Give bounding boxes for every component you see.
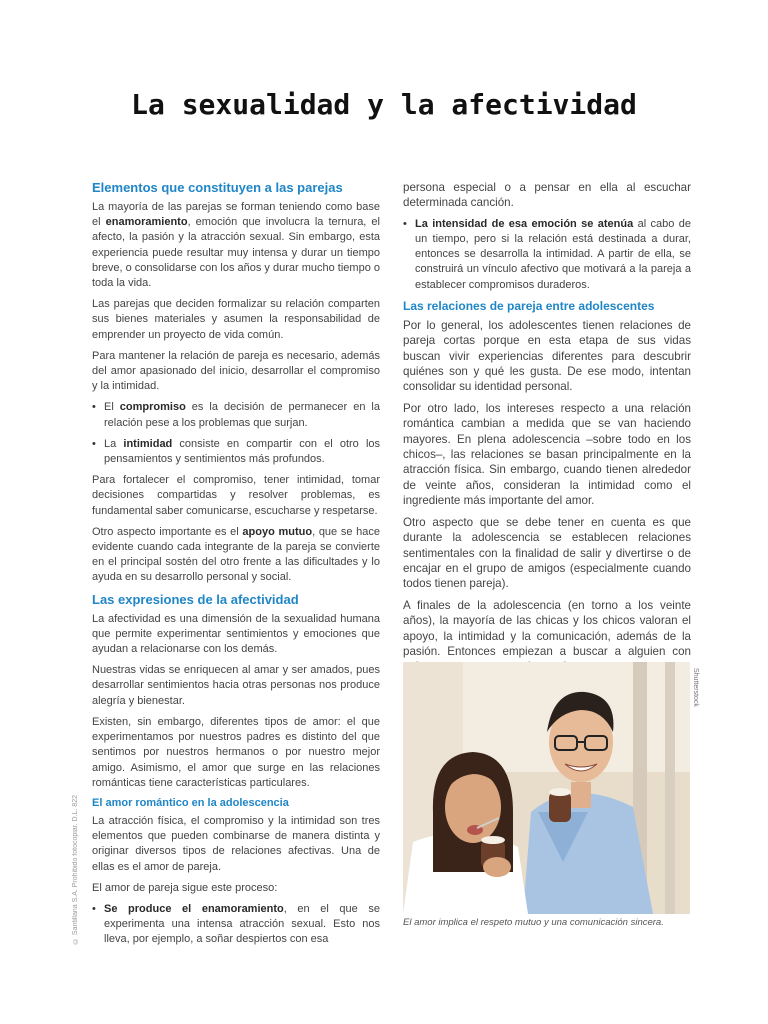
copyright-notice: © Santillana S.A. Prohibido fotocopiar. D.L. 822 [72,795,79,945]
subheading-amor-romantico: El amor romántico en la adolescencia [92,796,289,809]
bullet-item-intimidad: • La intimidad consiste en compartir con el otro los pensamientos y sentimientos más profundos. [92,437,380,467]
section-heading-expresiones: Las expresiones de la afectividad [92,591,299,607]
paragraph: Nuestras vidas se enriquecen al amar y ser amados, pues desarrollar sentimientos hacia otras personas nos produce alegría y bienestar. [92,664,380,707]
section-heading-elementos: Elementos que constituyen a las parejas [92,180,343,195]
paragraph: La mayoría de las parejas se forman teniendo como base el enamoramiento, emoción que involucra la ternura, el afecto, la pasión y la atracción sexual. Sin embargo, esta experiencia puede resultar muy intensa y durar un tiempo breve, o consolidarse con los años y durar mucho tiempo o toda la vida. [92,201,380,290]
bullet-item-compromiso: • El compromiso es la decisión de permanecer en la relación pese a los problemas que surjan. [92,400,380,430]
photo-caption: El amor implica el respeto mutuo y una comunicación sincera. [403,917,664,928]
paragraph: Otro aspecto importante es el apoyo mutuo, que se hace evidente cuando cada integrante de la pareja se convierte en el principal sostén del otro frente a las dificultades y lo ayuda en su desarrollo personal y social. [92,525,380,584]
couple-photo [403,662,690,914]
paragraph: persona especial o a pensar en ella al escuchar determinada canción. [403,181,691,210]
left-column [92,180,380,954]
couple-illustration [403,662,690,914]
photo-credit: Shutterstock [692,668,699,707]
paragraph: Por otro lado, los intereses respecto a una relación romántica cambian a medida que se van haciendo mayores. En plena adolescencia –sobre todo en los chicos–, las relaciones se basan principalmente en la atracción física. Sin embargo, cuando tienen alrededor de veinte años, consideran la intimidad como el ingrediente más importante del amor. [403,401,691,508]
paragraph: El amor de pareja sigue este proceso: [92,881,278,894]
right-column [403,180,691,681]
paragraph: Por lo general, los adolescentes tienen relaciones de pareja cortas porque en esta etapa de sus vidas buscan vivir experiencias diferentes para descubrir quiénes son y qué les gusta. De ese modo, intentan consolidar su identidad personal. [403,318,691,394]
paragraph: La atracción física, el compromiso y la intimidad son tres elementos que pueden combinarse de manera distinta y originar diversos tipos de relaciones afectivas. Una de ellas es el amor de pareja. [92,814,380,873]
paragraph: A finales de la adolescencia (en torno a los veinte años), la mayoría de las chicas y los chicos valoran el apoyo, la intimidad y la comunicación, además de la pasión. Entonces empiezan a buscar a alguien con [403,598,691,658]
paragraph: Otro aspecto que se debe tener en cuenta es que durante la adolescencia se establecen relaciones sentimentales con la finalidad de salir y divertirse o de encajar en el grupo de amigos (especialmente cuando todos tienen pareja). [403,515,691,591]
paragraph: Las parejas que deciden formalizar su relación comparten sus bienes materiales y asumen la responsabilidad de emprender un proyecto de vida común. [92,298,380,341]
subheading-relaciones-adolescentes: Las relaciones de pareja entre adolescentes [403,298,655,313]
bullet-item-intensidad: • La intensidad de esa emoción se atenúa al cabo de un tiempo, pero si la relación está destinada a durar, entonces se desarrolla la intimidad. A partir de ella, se construirá un vínculo afectivo que motivará a la pareja a establecer compromisos duraderos. [403,217,691,293]
paragraph: Existen, sin embargo, diferentes tipos de amor: el que experimentamos por nuestros padres es distinto del que sentimos por nuestros hermanos o por nuestro mejor amigo. Asimismo, el amor que surge en las relaciones románticas tiene características particulares. [92,715,380,789]
page-title: La sexualidad y la afectividad [131,88,637,121]
paragraph: La afectividad es una dimensión de la sexualidad humana que permite experimentar sentimientos y emociones que ayudan a relacionarse con los demás. [92,612,380,656]
paragraph: Para mantener la relación de pareja es necesario, además del amor apasionado del inicio, desarrollar el compromiso y la intimidad. [92,349,380,393]
bullet-item-enamoramiento: • Se produce el enamoramiento, en el que se experimenta una intensa atracción sexual. Esto nos lleva, por ejemplo, a soñar despiertos con esa [92,902,380,948]
paragraph: Para fortalecer el compromiso, tener intimidad, tomar decisiones compartidas y resolver problemas, es fundamental saber comunicarse, escucharse y respetarse. [92,474,380,517]
